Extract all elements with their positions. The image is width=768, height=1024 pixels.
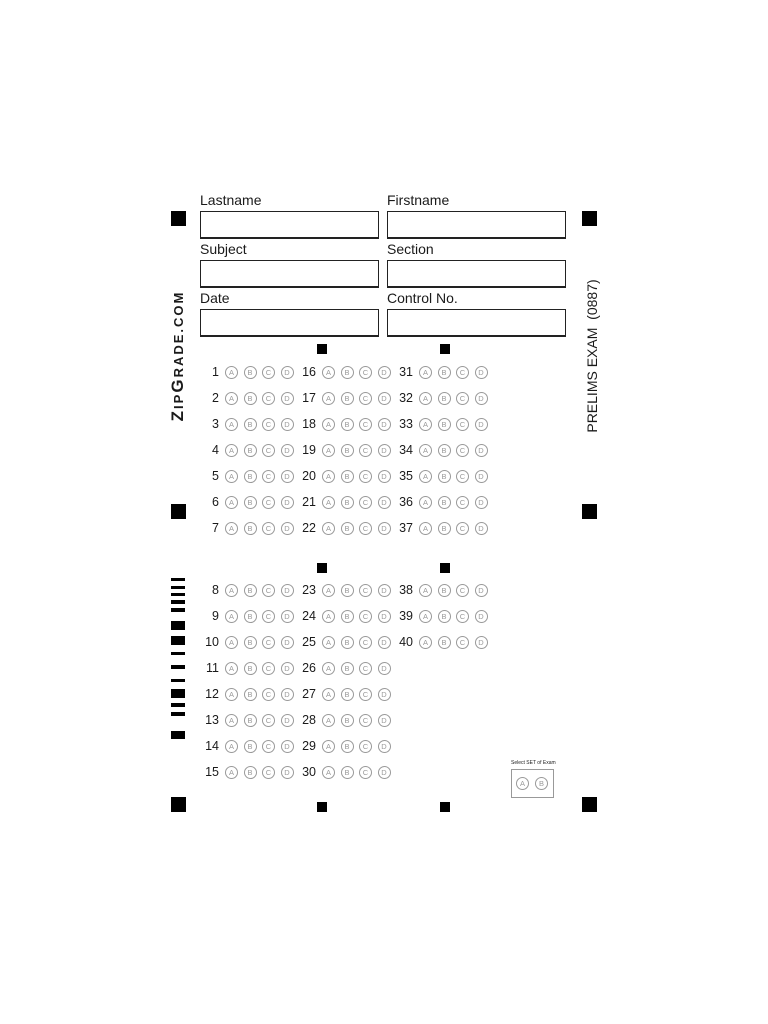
- answer-bubble-26-b[interactable]: B: [341, 662, 354, 675]
- answer-bubble-23-b[interactable]: B: [341, 584, 354, 597]
- answer-bubble-24-a[interactable]: A: [322, 610, 335, 623]
- question-number: 38: [399, 583, 413, 597]
- question-number: 40: [399, 635, 413, 649]
- lastname-label: Lastname: [200, 192, 262, 208]
- question-number: 29: [302, 739, 316, 753]
- answer-bubble-4-c[interactable]: C: [262, 444, 275, 457]
- answer-bubble-30-b[interactable]: B: [341, 766, 354, 779]
- answer-bubble-28-d[interactable]: D: [378, 714, 391, 727]
- answer-bubble-36-d[interactable]: D: [475, 496, 488, 509]
- question-number: 12: [205, 687, 219, 701]
- timing-mark: [440, 802, 450, 812]
- answer-bubble-8-c[interactable]: C: [262, 584, 275, 597]
- answer-bubble-19-c[interactable]: C: [359, 444, 372, 457]
- registration-mark: [582, 797, 597, 812]
- answer-bubble-17-b[interactable]: B: [341, 392, 354, 405]
- answer-bubble-5-a[interactable]: A: [225, 470, 238, 483]
- exam-set-box: [511, 769, 554, 798]
- answer-bubble-7-c[interactable]: C: [262, 522, 275, 535]
- answer-bubble-15-c[interactable]: C: [262, 766, 275, 779]
- question-number: 21: [302, 495, 316, 509]
- answer-bubble-40-b[interactable]: B: [438, 636, 451, 649]
- answer-bubble-17-c[interactable]: C: [359, 392, 372, 405]
- question-number: 31: [399, 365, 413, 379]
- answer-bubble-32-d[interactable]: D: [475, 392, 488, 405]
- answer-bubble-22-b[interactable]: B: [341, 522, 354, 535]
- answer-bubble-8-b[interactable]: B: [244, 584, 257, 597]
- answer-bubble-22-c[interactable]: C: [359, 522, 372, 535]
- answer-bubble-30-c[interactable]: C: [359, 766, 372, 779]
- answer-bubble-21-c[interactable]: C: [359, 496, 372, 509]
- answer-bubble-33-a[interactable]: A: [419, 418, 432, 431]
- answer-bubble-22-a[interactable]: A: [322, 522, 335, 535]
- answer-bubble-31-a[interactable]: A: [419, 366, 432, 379]
- firstname-field[interactable]: [387, 211, 566, 239]
- section-field[interactable]: [387, 260, 566, 288]
- zipgrade-brand: ZIPGRADE.COM: [168, 290, 187, 422]
- answer-bubble-36-b[interactable]: B: [438, 496, 451, 509]
- answer-bubble-20-a[interactable]: A: [322, 470, 335, 483]
- question-number: 18: [302, 417, 316, 431]
- answer-bubble-35-b[interactable]: B: [438, 470, 451, 483]
- answer-bubble-15-d[interactable]: D: [281, 766, 294, 779]
- answer-bubble-34-d[interactable]: D: [475, 444, 488, 457]
- subject-label: Subject: [200, 241, 247, 257]
- exam-set-bubble-a[interactable]: A: [516, 777, 529, 790]
- answer-bubble-18-d[interactable]: D: [378, 418, 391, 431]
- answer-bubble-3-a[interactable]: A: [225, 418, 238, 431]
- answer-bubble-18-a[interactable]: A: [322, 418, 335, 431]
- answer-bubble-32-b[interactable]: B: [438, 392, 451, 405]
- answer-bubble-16-a[interactable]: A: [322, 366, 335, 379]
- subject-field[interactable]: [200, 260, 379, 288]
- answer-bubble-31-d[interactable]: D: [475, 366, 488, 379]
- answer-bubble-17-a[interactable]: A: [322, 392, 335, 405]
- question-number: 24: [302, 609, 316, 623]
- date-field[interactable]: [200, 309, 379, 337]
- date-label: Date: [200, 290, 230, 306]
- answer-bubble-20-b[interactable]: B: [341, 470, 354, 483]
- answer-bubble-13-b[interactable]: B: [244, 714, 257, 727]
- answer-bubble-25-a[interactable]: A: [322, 636, 335, 649]
- answer-bubble-19-b[interactable]: B: [341, 444, 354, 457]
- registration-mark: [582, 211, 597, 226]
- answer-bubble-20-c[interactable]: C: [359, 470, 372, 483]
- answer-bubble-29-d[interactable]: D: [378, 740, 391, 753]
- registration-mark: [582, 504, 597, 519]
- answer-bubble-38-b[interactable]: B: [438, 584, 451, 597]
- answer-bubble-21-d[interactable]: D: [378, 496, 391, 509]
- question-number: 28: [302, 713, 316, 727]
- answer-bubble-38-d[interactable]: D: [475, 584, 488, 597]
- answer-bubble-27-c[interactable]: C: [359, 688, 372, 701]
- question-number: 39: [399, 609, 413, 623]
- question-number: 1: [212, 365, 219, 379]
- answer-bubble-1-d[interactable]: D: [281, 366, 294, 379]
- answer-bubble-10-b[interactable]: B: [244, 636, 257, 649]
- answer-bubble-11-d[interactable]: D: [281, 662, 294, 675]
- answer-bubble-39-c[interactable]: C: [456, 610, 469, 623]
- answer-bubble-1-c[interactable]: C: [262, 366, 275, 379]
- answer-bubble-39-d[interactable]: D: [475, 610, 488, 623]
- question-number: 16: [302, 365, 316, 379]
- answer-bubble-28-a[interactable]: A: [322, 714, 335, 727]
- timing-mark: [440, 344, 450, 354]
- question-number: 4: [212, 443, 219, 457]
- answer-bubble-28-b[interactable]: B: [341, 714, 354, 727]
- timing-mark: [440, 563, 450, 573]
- question-number: 36: [399, 495, 413, 509]
- question-number: 14: [205, 739, 219, 753]
- answer-bubble-37-c[interactable]: C: [456, 522, 469, 535]
- question-number: 37: [399, 521, 413, 535]
- question-number: 11: [206, 661, 219, 675]
- answer-bubble-14-d[interactable]: D: [281, 740, 294, 753]
- answer-bubble-16-b[interactable]: B: [341, 366, 354, 379]
- answer-bubble-14-b[interactable]: B: [244, 740, 257, 753]
- answer-bubble-35-d[interactable]: D: [475, 470, 488, 483]
- answer-bubble-39-b[interactable]: B: [438, 610, 451, 623]
- question-number: 30: [302, 765, 316, 779]
- answer-bubble-13-a[interactable]: A: [225, 714, 238, 727]
- answer-bubble-28-c[interactable]: C: [359, 714, 372, 727]
- question-number: 23: [302, 583, 316, 597]
- answer-bubble-1-a[interactable]: A: [225, 366, 238, 379]
- answer-bubble-33-b[interactable]: B: [438, 418, 451, 431]
- question-number: 22: [302, 521, 316, 535]
- answer-bubble-34-a[interactable]: A: [419, 444, 432, 457]
- exam-title: [584, 279, 600, 432]
- answer-bubble-10-a[interactable]: A: [225, 636, 238, 649]
- question-number: 2: [212, 391, 219, 405]
- answer-bubble-15-b[interactable]: B: [244, 766, 257, 779]
- question-number: 13: [205, 713, 219, 727]
- answer-bubble-16-d[interactable]: D: [378, 366, 391, 379]
- answer-bubble-2-c[interactable]: C: [262, 392, 275, 405]
- answer-bubble-6-b[interactable]: B: [244, 496, 257, 509]
- answer-bubble-22-d[interactable]: D: [378, 522, 391, 535]
- question-number: 9: [212, 609, 219, 623]
- answer-bubble-9-b[interactable]: B: [244, 610, 257, 623]
- answer-bubble-33-c[interactable]: C: [456, 418, 469, 431]
- question-number: 17: [302, 391, 316, 405]
- answer-bubble-36-a[interactable]: A: [419, 496, 432, 509]
- question-number: 3: [212, 417, 219, 431]
- answer-bubble-11-c[interactable]: C: [262, 662, 275, 675]
- answer-bubble-36-c[interactable]: C: [456, 496, 469, 509]
- registration-mark: [171, 504, 186, 519]
- answer-bubble-4-a[interactable]: A: [225, 444, 238, 457]
- answer-bubble-2-a[interactable]: A: [225, 392, 238, 405]
- control-no-label: Control No.: [387, 290, 458, 306]
- answer-bubble-12-d[interactable]: D: [281, 688, 294, 701]
- exam-set-bubble-b[interactable]: B: [535, 777, 548, 790]
- question-number: 27: [302, 687, 316, 701]
- answer-bubble-39-a[interactable]: A: [419, 610, 432, 623]
- answer-bubble-40-c[interactable]: C: [456, 636, 469, 649]
- answer-bubble-8-a[interactable]: A: [225, 584, 238, 597]
- answer-bubble-6-a[interactable]: A: [225, 496, 238, 509]
- answer-bubble-9-d[interactable]: D: [281, 610, 294, 623]
- answer-bubble-27-a[interactable]: A: [322, 688, 335, 701]
- answer-bubble-14-c[interactable]: C: [262, 740, 275, 753]
- answer-bubble-32-c[interactable]: C: [456, 392, 469, 405]
- question-number: 6: [212, 495, 219, 509]
- answer-bubble-12-b[interactable]: B: [244, 688, 257, 701]
- answer-bubble-10-d[interactable]: D: [281, 636, 294, 649]
- answer-bubble-5-b[interactable]: B: [244, 470, 257, 483]
- exam-code: (0887): [584, 279, 600, 320]
- answer-bubble-19-d[interactable]: D: [378, 444, 391, 457]
- answer-bubble-6-d[interactable]: D: [281, 496, 294, 509]
- section-label: Section: [387, 241, 434, 257]
- answer-bubble-13-d[interactable]: D: [281, 714, 294, 727]
- question-number: 10: [205, 635, 219, 649]
- answer-bubble-5-d[interactable]: D: [281, 470, 294, 483]
- answer-bubble-26-a[interactable]: A: [322, 662, 335, 675]
- answer-bubble-27-b[interactable]: B: [341, 688, 354, 701]
- question-number: 26: [302, 661, 316, 675]
- answer-bubble-9-a[interactable]: A: [225, 610, 238, 623]
- answer-bubble-24-d[interactable]: D: [378, 610, 391, 623]
- answer-bubble-3-b[interactable]: B: [244, 418, 257, 431]
- control-no-field[interactable]: [387, 309, 566, 337]
- answer-bubble-24-c[interactable]: C: [359, 610, 372, 623]
- answer-bubble-18-b[interactable]: B: [341, 418, 354, 431]
- answer-bubble-23-d[interactable]: D: [378, 584, 391, 597]
- answer-bubble-11-b[interactable]: B: [244, 662, 257, 675]
- answer-bubble-12-c[interactable]: C: [262, 688, 275, 701]
- answer-bubble-37-b[interactable]: B: [438, 522, 451, 535]
- question-number: 34: [399, 443, 413, 457]
- answer-bubble-16-c[interactable]: C: [359, 366, 372, 379]
- answer-bubble-34-c[interactable]: C: [456, 444, 469, 457]
- answer-bubble-18-c[interactable]: C: [359, 418, 372, 431]
- answer-bubble-35-c[interactable]: C: [456, 470, 469, 483]
- answer-bubble-38-a[interactable]: A: [419, 584, 432, 597]
- answer-bubble-4-d[interactable]: D: [281, 444, 294, 457]
- answer-bubble-31-c[interactable]: C: [456, 366, 469, 379]
- firstname-label: Firstname: [387, 192, 450, 208]
- answer-bubble-7-d[interactable]: D: [281, 522, 294, 535]
- answer-bubble-5-c[interactable]: C: [262, 470, 275, 483]
- answer-bubble-13-c[interactable]: C: [262, 714, 275, 727]
- question-number: 25: [302, 635, 316, 649]
- timing-mark: [317, 563, 327, 573]
- answer-bubble-32-a[interactable]: A: [419, 392, 432, 405]
- answer-bubble-3-d[interactable]: D: [281, 418, 294, 431]
- answer-bubble-25-c[interactable]: C: [359, 636, 372, 649]
- lastname-field[interactable]: [200, 211, 379, 239]
- answer-bubble-7-b[interactable]: B: [244, 522, 257, 535]
- answer-bubble-21-a[interactable]: A: [322, 496, 335, 509]
- answer-bubble-37-a[interactable]: A: [419, 522, 432, 535]
- answer-bubble-3-c[interactable]: C: [262, 418, 275, 431]
- answer-bubble-21-b[interactable]: B: [341, 496, 354, 509]
- answer-bubble-2-b[interactable]: B: [244, 392, 257, 405]
- timing-mark: [317, 344, 327, 354]
- answer-bubble-24-b[interactable]: B: [341, 610, 354, 623]
- answer-bubble-10-c[interactable]: C: [262, 636, 275, 649]
- question-number: 5: [212, 469, 219, 483]
- answer-bubble-14-a[interactable]: A: [225, 740, 238, 753]
- answer-bubble-26-c[interactable]: C: [359, 662, 372, 675]
- answer-bubble-34-b[interactable]: B: [438, 444, 451, 457]
- exam-set-label: Select SET of Exam: [511, 760, 556, 766]
- answer-bubble-38-c[interactable]: C: [456, 584, 469, 597]
- answer-bubble-20-d[interactable]: D: [378, 470, 391, 483]
- answer-bubble-33-d[interactable]: D: [475, 418, 488, 431]
- answer-bubble-2-d[interactable]: D: [281, 392, 294, 405]
- answer-bubble-37-d[interactable]: D: [475, 522, 488, 535]
- answer-bubble-7-a[interactable]: A: [225, 522, 238, 535]
- answer-bubble-29-a[interactable]: A: [322, 740, 335, 753]
- question-number: 7: [212, 521, 219, 535]
- answer-bubble-9-c[interactable]: C: [262, 610, 275, 623]
- answer-bubble-23-a[interactable]: A: [322, 584, 335, 597]
- timing-mark: [317, 802, 327, 812]
- registration-mark: [171, 211, 186, 226]
- answer-bubble-17-d[interactable]: D: [378, 392, 391, 405]
- registration-mark: [171, 797, 186, 812]
- answer-bubble-27-d[interactable]: D: [378, 688, 391, 701]
- answer-bubble-8-d[interactable]: D: [281, 584, 294, 597]
- question-number: 20: [302, 469, 316, 483]
- answer-bubble-26-d[interactable]: D: [378, 662, 391, 675]
- answer-bubble-30-a[interactable]: A: [322, 766, 335, 779]
- question-number: 19: [302, 443, 316, 457]
- answer-bubble-29-b[interactable]: B: [341, 740, 354, 753]
- answer-bubble-25-b[interactable]: B: [341, 636, 354, 649]
- question-number: 8: [212, 583, 219, 597]
- answer-bubble-40-a[interactable]: A: [419, 636, 432, 649]
- answer-bubble-4-b[interactable]: B: [244, 444, 257, 457]
- answer-bubble-31-b[interactable]: B: [438, 366, 451, 379]
- answer-bubble-19-a[interactable]: A: [322, 444, 335, 457]
- answer-bubble-25-d[interactable]: D: [378, 636, 391, 649]
- answer-bubble-12-a[interactable]: A: [225, 688, 238, 701]
- answer-bubble-30-d[interactable]: D: [378, 766, 391, 779]
- question-number: 32: [399, 391, 413, 405]
- question-number: 33: [399, 417, 413, 431]
- answer-bubble-23-c[interactable]: C: [359, 584, 372, 597]
- answer-bubble-35-a[interactable]: A: [419, 470, 432, 483]
- answer-bubble-6-c[interactable]: C: [262, 496, 275, 509]
- answer-bubble-29-c[interactable]: C: [359, 740, 372, 753]
- answer-bubble-15-a[interactable]: A: [225, 766, 238, 779]
- answer-bubble-1-b[interactable]: B: [244, 366, 257, 379]
- answer-bubble-40-d[interactable]: D: [475, 636, 488, 649]
- question-number: 35: [399, 469, 413, 483]
- answer-bubble-11-a[interactable]: A: [225, 662, 238, 675]
- exam-name: PRELIMS EXAM: [584, 327, 600, 433]
- question-number: 15: [205, 765, 219, 779]
